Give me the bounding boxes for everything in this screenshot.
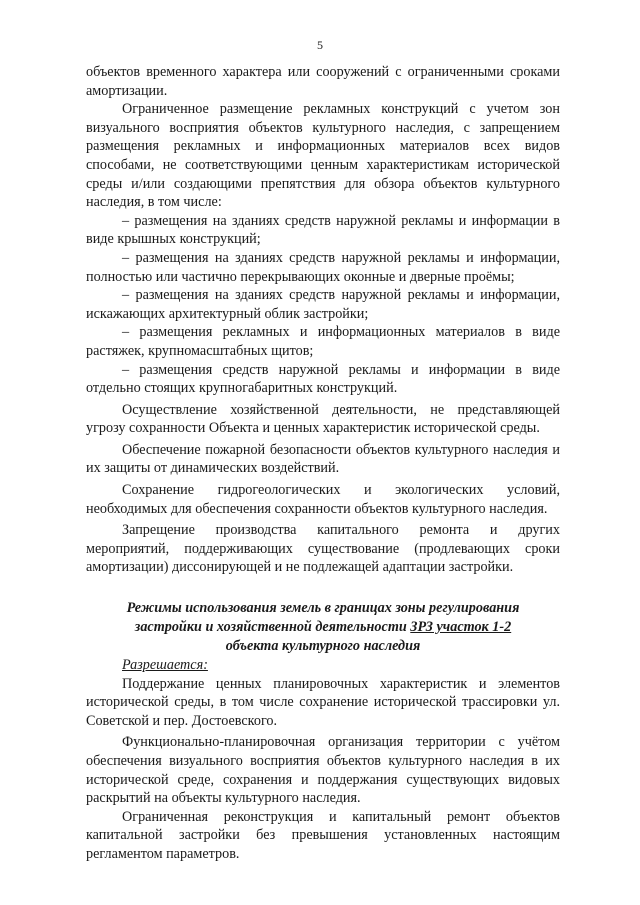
paragraph: Функционально-планировочная организация территории с учётом обеспечения визуального восприятия объектов культурного наследия в их исторической среде, сохранения и поддержания существующих видовых раскрытий на объекты культурного наследия.	[86, 734, 560, 807]
zone-code: ЗРЗ участок 1-2	[410, 619, 512, 636]
paragraph: Осуществление хозяйственной деятельности, не представляющей угрозу сохранности Объекта и ценных характеристик исторической среды.	[86, 401, 560, 437]
paragraph: Ограниченное размещение рекламных конструкций с учетом зон визуального восприятия объектов культурного наследия, с запрещением размещения рекламных и информационных материалов всех видов способами, не соответствующими ценным характеристикам исторической среды и/или создающими препятствия для обзора объектов культурного наследия, в том числе:	[86, 101, 560, 211]
paragraph: объектов временного характера или сооружений с ограниченными сроками амортизации.	[86, 64, 560, 99]
list-item: – размещения рекламных и информационных материалов в виде растяжек, крупномасштабных щитов;	[86, 324, 560, 359]
allowed-label: Разрешается:	[122, 657, 208, 674]
paragraph: Ограниченная реконструкция и капитальный ремонт объектов капитальной застройки без превышения установленных настоящим регламентом параметров.	[86, 808, 560, 862]
heading-line: объекта культурного наследия	[225, 638, 421, 655]
section-heading	[86, 599, 560, 656]
list-item: – размещения на зданиях средств наружной рекламы и информации, искажающих архитектурный облик застройки;	[86, 287, 560, 322]
document-body	[86, 63, 560, 864]
heading-line	[86, 618, 560, 637]
list-item: – размещения на зданиях средств наружной рекламы и информации в виде крышных конструкций;	[86, 212, 560, 248]
list-item: – размещения средств наружной рекламы и информации в виде отдельно стоящих крупногабаритных конструкций.	[86, 361, 560, 397]
heading-line: Режимы использования земель в границах зоны регулирования	[126, 600, 520, 617]
paragraph: Сохранение гидрогеологических и экологических условий, необходимых для обеспечения сохранности объектов культурного наследия.	[86, 482, 560, 517]
heading-text: застройки и хозяйственной деятельности	[134, 619, 411, 636]
list-item: – размещения на зданиях средств наружной рекламы и информации, полностью или частично перекрывающих оконные и дверные проёмы;	[86, 249, 560, 285]
page-number: 5	[317, 38, 323, 52]
paragraph: Обеспечение пожарной безопасности объектов культурного наследия и их защиты от динамических воздействий.	[86, 441, 560, 477]
paragraph: Поддержание ценных планировочных характеристик и элементов исторической среды, в том числе сохранение исторической трассировки ул. Советской и пер. Достоевского.	[86, 675, 560, 729]
paragraph: Запрещение производства капитального ремонта и других мероприятий, поддерживающих существование (продлевающих сроки амортизации) диссонирующей и не подлежащей адаптации застройки.	[86, 522, 560, 576]
